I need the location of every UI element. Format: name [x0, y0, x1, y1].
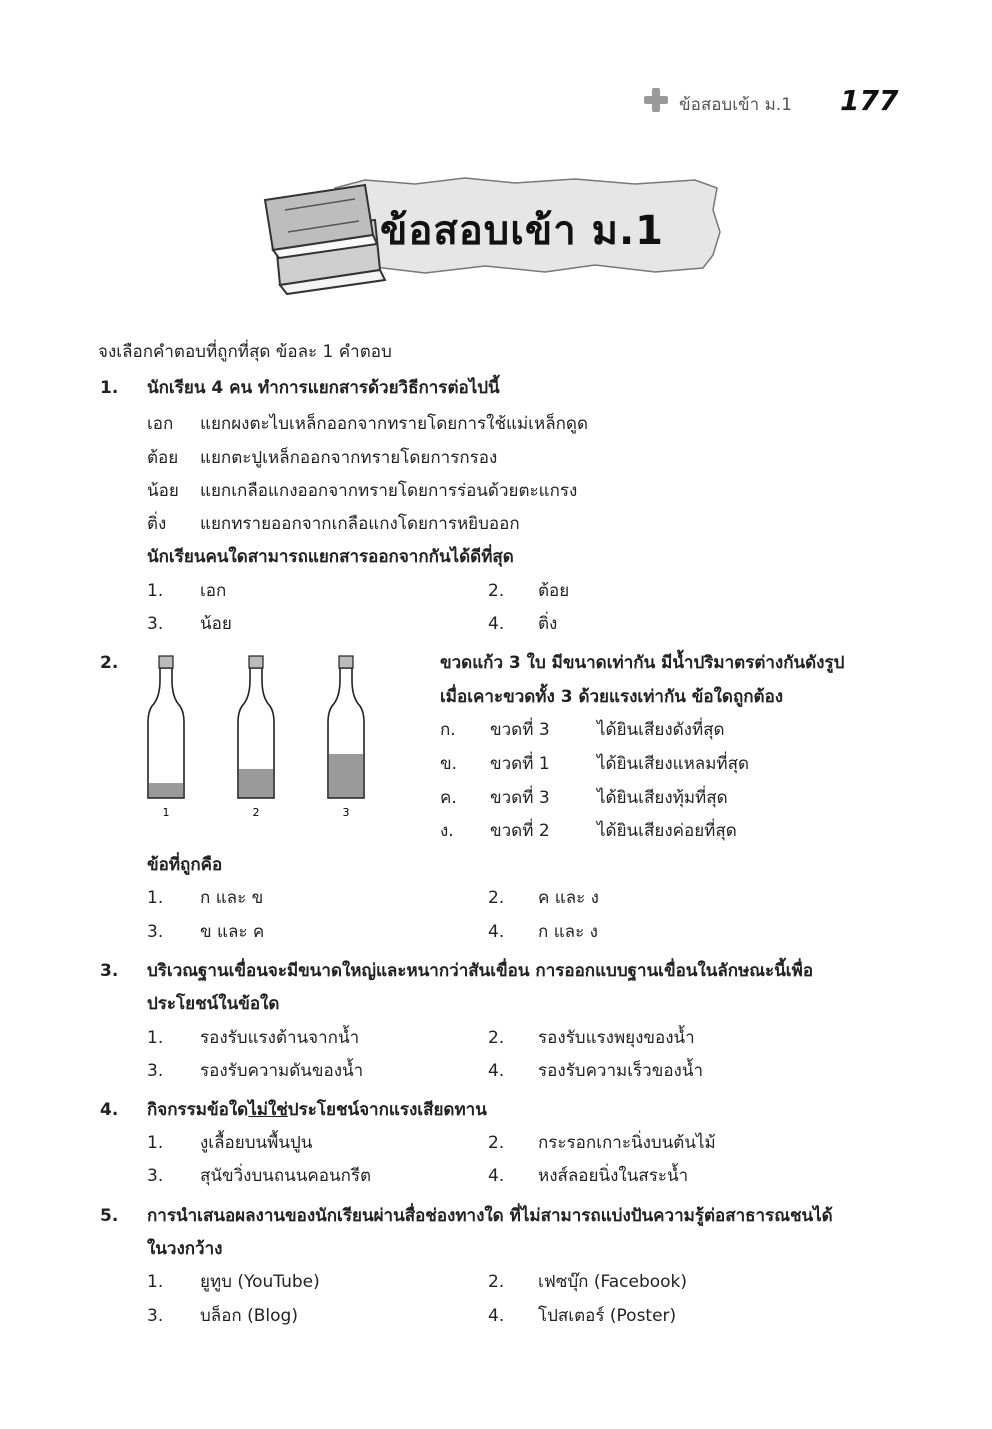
q2-choice-text[interactable]: ก และ ง [538, 922, 598, 942]
q1-number: 1. [100, 378, 119, 398]
q2-statement-text: ได้ยินเสียงทุ้มที่สุด [597, 788, 728, 808]
bottle-liquid [149, 783, 183, 798]
q2-statement-key: ง. [440, 821, 454, 841]
q1-choice-text[interactable]: เอก [200, 581, 227, 601]
q1-item-text: แยกตะปูเหล็กออกจากทรายโดยการกรอง [200, 448, 498, 468]
q1-choice-num: 2. [488, 581, 505, 601]
q1-choice-num: 1. [147, 581, 164, 601]
q5-choice-text[interactable]: ยูทูบ (YouTube) [200, 1272, 320, 1292]
q2-statement-text: ได้ยินเสียงแหลมที่สุด [597, 754, 750, 774]
q2-number: 2. [100, 653, 119, 673]
q1-question: นักเรียนคนใดสามารถแยกสารออกจากกันได้ดีที่สุด [147, 547, 514, 567]
q4-choice-num: 4. [488, 1166, 505, 1186]
q2-choice-num: 3. [147, 922, 164, 942]
bottle [148, 656, 184, 819]
q5-choice-text[interactable]: เฟซบุ๊ก (Facebook) [538, 1272, 688, 1292]
bottle [328, 656, 364, 819]
q2-statement-text: ได้ยินเสียงดังที่สุด [597, 720, 725, 740]
q3-number: 3. [100, 961, 119, 981]
q1-item-text: แยกเกลือแกงออกจากทรายโดยการร่อนด้วยตะแกรง [200, 481, 578, 501]
bottle-label: 1 [162, 806, 170, 819]
q2-statement-bottle: ขวดที่ 1 [490, 754, 550, 774]
instruction: จงเลือกคำตอบที่ถูกที่สุด ข้อละ 1 คำตอบ [98, 342, 392, 362]
running-title: ข้อสอบเข้า ม.1 [679, 95, 793, 115]
q1-text: นักเรียน 4 คน ทำการแยกสารด้วยวิธีการต่อไปนี้ [147, 378, 500, 398]
page-number: 177 [840, 84, 899, 117]
q1-item-name: น้อย [147, 481, 179, 501]
q5-number: 5. [100, 1206, 119, 1226]
q2-statement-bottle: ขวดที่ 3 [490, 720, 550, 740]
q3-choice-num: 3. [147, 1061, 164, 1081]
q3-choice-text[interactable]: รองรับความเร็วของน้ำ [538, 1061, 704, 1081]
q4-choice-text[interactable]: งูเลื้อยบนพื้นปูน [200, 1133, 313, 1153]
bottle-liquid [329, 754, 363, 798]
q1-item-name: เอก [147, 414, 174, 434]
bottles-figure [140, 650, 380, 825]
q4-choice-num: 1. [147, 1133, 164, 1153]
q1-item-name: ต้อย [147, 448, 179, 468]
banner-title: ข้อสอบเข้า ม.1 [380, 208, 664, 254]
q1-item-text: แยกทรายออกจากเกลือแกงโดยการหยิบออก [200, 514, 520, 534]
q4-text-underlined: ไม่ใช่ [248, 1100, 288, 1120]
bottle-outline [148, 668, 184, 798]
q3-choice-num: 4. [488, 1061, 505, 1081]
bottle-label: 2 [252, 806, 260, 819]
q4-text-after: ประโยชน์จากแรงเสียดทาน [287, 1100, 487, 1120]
q3-choice-num: 2. [488, 1028, 505, 1048]
q5-choice-num: 1. [147, 1272, 164, 1292]
q1-choice-text[interactable]: ติ่ง [538, 614, 558, 634]
q1-choice-text[interactable]: น้อย [200, 614, 232, 634]
q3-choice-text[interactable]: รองรับความดันของน้ำ [200, 1061, 364, 1081]
q4-choice-text[interactable]: กระรอกเกาะนิ่งบนต้นไม้ [538, 1133, 716, 1153]
q4-text [147, 1098, 487, 1122]
q4-choice-num: 3. [147, 1166, 164, 1186]
bottle [238, 656, 274, 819]
q5-choice-num: 3. [147, 1306, 164, 1326]
q2-statement-key: ค. [440, 788, 457, 808]
bottle-cork [249, 656, 263, 668]
q2-statement-key: ก. [440, 720, 456, 740]
q4-text-before: กิจกรรมข้อใด [147, 1100, 249, 1120]
q5-text-line2: ในวงกว้าง [147, 1239, 223, 1259]
q5-choice-num: 2. [488, 1272, 505, 1292]
q1-choice-text[interactable]: ต้อย [538, 581, 570, 601]
q1-item-name: ติ่ง [147, 514, 167, 534]
q2-question: ข้อที่ถูกคือ [147, 855, 223, 875]
q3-choice-text[interactable]: รองรับแรงพยุงของน้ำ [538, 1028, 695, 1048]
q1-choice-num: 4. [488, 614, 505, 634]
q2-choice-text[interactable]: ค และ ง [538, 888, 599, 908]
q2-choice-text[interactable]: ข และ ค [200, 922, 265, 942]
bottle-cork [339, 656, 353, 668]
q2-choice-num: 1. [147, 888, 164, 908]
q2-statement-bottle: ขวดที่ 2 [490, 821, 550, 841]
header-plus-icon [643, 87, 669, 113]
q5-choice-num: 4. [488, 1306, 505, 1326]
q2-choice-num: 4. [488, 922, 505, 942]
q5-text-line1: การนำเสนอผลงานของนักเรียนผ่านสื่อช่องทางใด ที่ไม่สามารถแบ่งปันความรู้ต่อสาธารณชนได้ [147, 1206, 833, 1226]
q1-choice-num: 3. [147, 614, 164, 634]
q3-choice-text[interactable]: รองรับแรงต้านจากน้ำ [200, 1028, 360, 1048]
q4-choice-text[interactable]: สุนัขวิ่งบนถนนคอนกรีต [200, 1166, 372, 1186]
q3-text-line1: บริเวณฐานเขื่อนจะมีขนาดใหญ่และหนากว่าสันเขื่อน การออกแบบฐานเขื่อนในลักษณะนี้เพื่อ [147, 961, 814, 981]
q2-text-line2: เมื่อเคาะขวดทั้ง 3 ด้วยแรงเท่ากัน ข้อใดถูกต้อง [440, 687, 784, 707]
q4-number: 4. [100, 1100, 119, 1120]
q1-item-text: แยกผงตะไบเหล็กออกจากทรายโดยการใช้แม่เหล็กดูด [200, 414, 588, 434]
q2-statement-key: ข. [440, 754, 458, 774]
q3-choice-num: 1. [147, 1028, 164, 1048]
q3-text-line2: ประโยชน์ในข้อใด [147, 994, 280, 1014]
q5-choice-text[interactable]: บล็อก (Blog) [200, 1306, 298, 1326]
bottle-liquid [239, 769, 273, 798]
bottle-label: 3 [342, 806, 350, 819]
q2-text-line1: ขวดแก้ว 3 ใบ มีขนาดเท่ากัน มีน้ำปริมาตรต่างกันดังรูป [440, 653, 845, 673]
q5-choice-text[interactable]: โปสเตอร์ (Poster) [538, 1306, 677, 1326]
q4-choice-text[interactable]: หงส์ลอยนิ่งในสระน้ำ [538, 1166, 689, 1186]
q2-choice-text[interactable]: ก และ ข [200, 888, 264, 908]
q4-choice-num: 2. [488, 1133, 505, 1153]
q2-choice-num: 2. [488, 888, 505, 908]
q2-statement-text: ได้ยินเสียงค่อยที่สุด [597, 821, 737, 841]
q2-statement-bottle: ขวดที่ 3 [490, 788, 550, 808]
bottle-cork [159, 656, 173, 668]
